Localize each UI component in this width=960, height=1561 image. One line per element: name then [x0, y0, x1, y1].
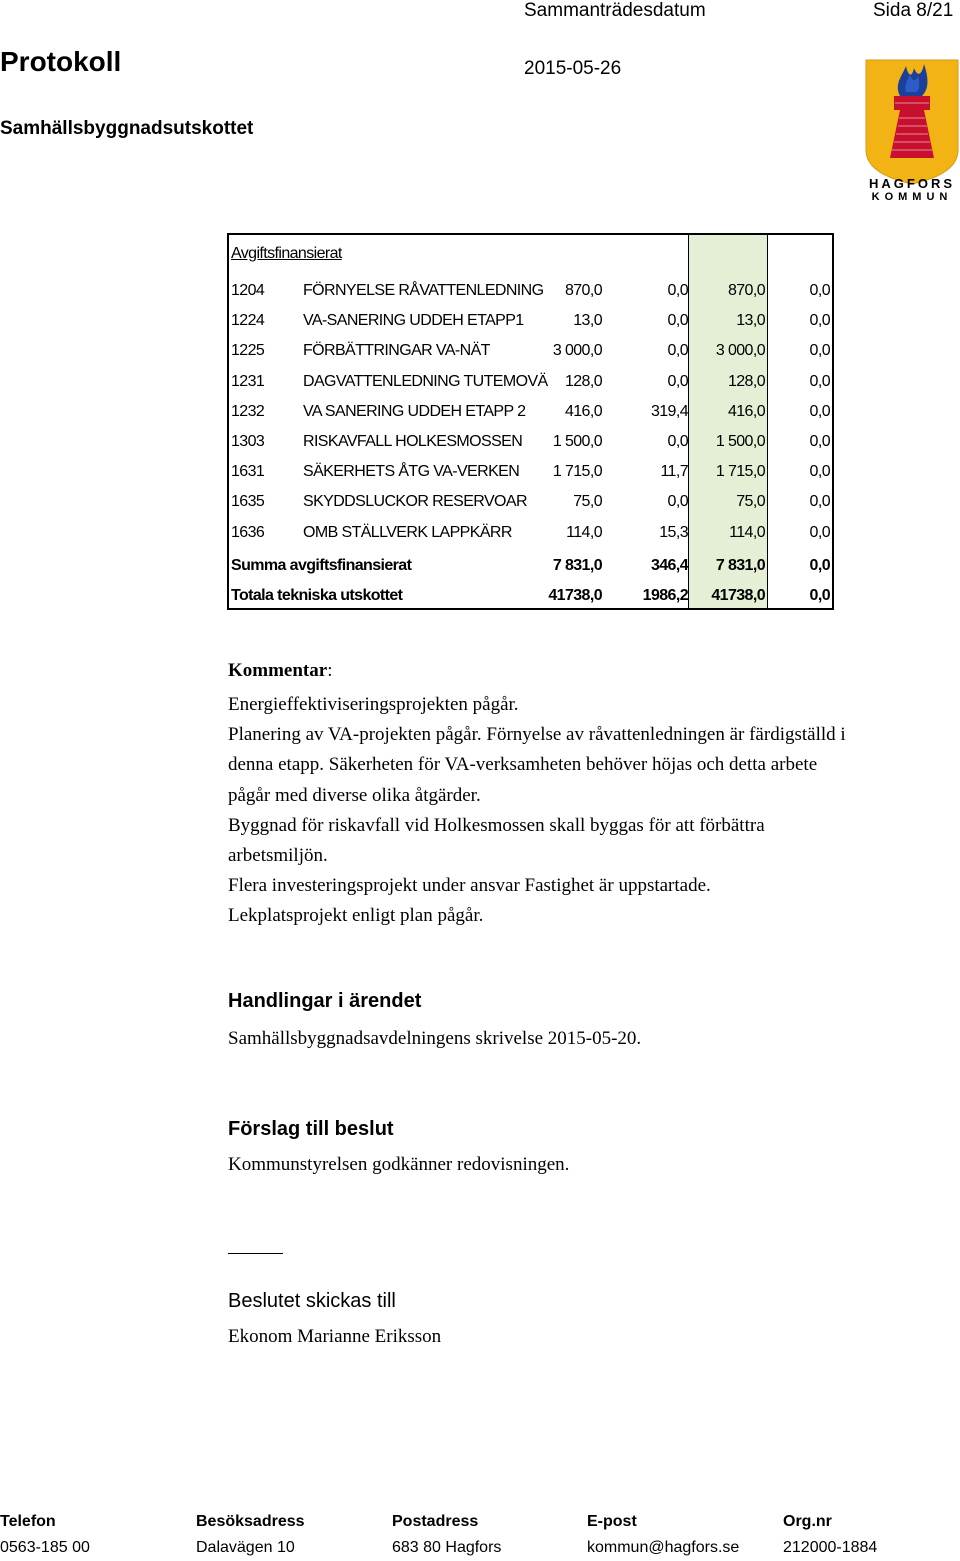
comment-line: Flera investeringsprojekt under ansvar Fastighet är uppstartade.	[228, 875, 711, 897]
table-row	[231, 403, 831, 425]
cell-v2: 11,7	[660, 463, 688, 480]
comment-heading	[228, 660, 332, 682]
meeting-date: 2015-05-26	[524, 58, 622, 79]
cell-v1: 75,0	[573, 493, 602, 510]
footer-post: 683 80 Hagfors	[392, 1539, 502, 1556]
table-row	[231, 282, 831, 304]
cell-v3: 41738,0	[711, 587, 765, 604]
cell-v1: 41738,0	[548, 587, 602, 604]
beslut-recipient: Ekonom Marianne Eriksson	[228, 1326, 442, 1347]
comment-line: Lekplatsprojekt enligt plan pågår.	[228, 905, 484, 927]
cell-v2: 346,4	[650, 557, 688, 574]
cell-v1: 870,0	[564, 282, 602, 299]
cell-v4: 0,0	[809, 587, 830, 604]
cell-v1: 13,0	[573, 312, 602, 329]
table-row	[231, 342, 831, 364]
cell-name: SKYDDSLUCKOR RESERVOAR	[303, 493, 527, 510]
cell-name: VA SANERING UDDEH ETAPP 2	[303, 403, 526, 420]
cell-name: RISKAVFALL HOLKESMOSSEN	[303, 433, 523, 450]
cell-name: SÄKERHETS ÅTG VA-VERKEN	[303, 463, 520, 480]
logo-text-hagfors: HAGFORS	[869, 176, 955, 191]
table-caption: Avgiftsfinansierat	[231, 245, 342, 262]
footer-epost-label: E-post	[587, 1513, 637, 1530]
cell-v4: 0,0	[809, 282, 830, 299]
cell-code: 1635	[231, 493, 265, 510]
cell-name: VA-SANERING UDDEH ETAPP1	[303, 312, 524, 329]
footer-besok: Dalavägen 10	[196, 1539, 295, 1556]
cell-v1: 128,0	[564, 373, 602, 390]
row-label: Totala tekniska utskottet	[231, 587, 403, 604]
cell-v3: 7 831,0	[715, 557, 765, 574]
comment-line: arbetsmiljön.	[228, 845, 328, 867]
cell-v4: 0,0	[809, 463, 830, 480]
cell-v2: 0,0	[667, 493, 688, 510]
cell-v2: 0,0	[667, 433, 688, 450]
comment-line: denna etapp. Säkerheten för VA-verksamheten behöver höjas och detta arbete	[228, 754, 818, 776]
handlingar-heading: Handlingar i ärendet	[228, 990, 422, 1012]
table-row	[231, 433, 831, 455]
table-row	[231, 463, 831, 485]
table-row	[231, 373, 831, 395]
cell-code: 1631	[231, 463, 265, 480]
cell-v1: 1 500,0	[552, 433, 602, 450]
cell-v3: 75,0	[736, 493, 765, 510]
cell-v4: 0,0	[809, 493, 830, 510]
cell-code: 1303	[231, 433, 265, 450]
comment-colon: :	[327, 660, 333, 681]
comment-line: Energieffektiviseringsprojekten pågår.	[228, 694, 519, 715]
cell-v3: 416,0	[727, 403, 765, 420]
footer-orgnr: 212000-1884	[783, 1539, 878, 1556]
divider	[228, 1253, 283, 1254]
table-row	[231, 493, 831, 515]
cell-v2: 0,0	[667, 282, 688, 299]
table-row-summa	[231, 557, 831, 579]
cell-v1: 3 000,0	[552, 342, 602, 359]
comment-line: Planering av VA-projekten pågår. Förnyelse av råvattenledningen är färdigställd i	[228, 724, 846, 746]
cell-v3: 114,0	[729, 524, 765, 541]
table-row	[231, 524, 831, 546]
cell-v3: 1 500,0	[715, 433, 765, 450]
cell-v2: 0,0	[667, 373, 688, 390]
cell-v3: 128,0	[727, 373, 765, 390]
meeting-date-label: Sammanträdesdatum	[524, 0, 706, 21]
footer-orgnr-label: Org.nr	[783, 1513, 832, 1530]
cell-v1: 114,0	[566, 524, 602, 541]
table-row	[231, 312, 831, 334]
footer-besok-label: Besöksadress	[196, 1513, 305, 1530]
cell-v3: 870,0	[727, 282, 765, 299]
cell-v2: 1986,2	[642, 587, 688, 604]
page-number: Sida 8/21	[873, 0, 954, 21]
footer-telefon: 0563-185 00	[0, 1539, 90, 1556]
cell-v2: 319,4	[650, 403, 688, 420]
cell-v4: 0,0	[809, 403, 830, 420]
cell-code: 1231	[231, 373, 265, 390]
table-row-totala	[231, 587, 831, 609]
cell-v4: 0,0	[809, 373, 830, 390]
cell-v4: 0,0	[809, 433, 830, 450]
footer-epost-link[interactable]: kommun@hagfors.se	[587, 1539, 740, 1556]
comment-label: Kommentar	[228, 660, 328, 681]
organisation-name: Samhällsbyggnadsutskottet	[0, 118, 254, 139]
cell-v3: 3 000,0	[715, 342, 765, 359]
cell-v4: 0,0	[809, 524, 830, 541]
cell-name: DAGVATTENLEDNING TUTEMOVÄ	[303, 373, 548, 390]
cell-name: FÖRBÄTTRINGAR VA-NÄT	[303, 342, 490, 359]
cell-v3: 1 715,0	[715, 463, 765, 480]
footer-telefon-label: Telefon	[0, 1513, 56, 1530]
cell-code: 1224	[231, 312, 265, 329]
cell-v2: 0,0	[667, 312, 688, 329]
comment-text	[228, 690, 958, 932]
cell-v1: 7 831,0	[552, 557, 602, 574]
cell-v3: 13,0	[736, 312, 765, 329]
cell-v4: 0,0	[809, 312, 830, 329]
cell-v4: 0,0	[809, 557, 830, 574]
hagfors-kommun-logo	[864, 58, 960, 208]
document-title: Protokoll	[0, 46, 122, 77]
cell-code: 1225	[231, 342, 265, 359]
cell-v1: 1 715,0	[552, 463, 602, 480]
beslut-heading: Beslutet skickas till	[228, 1290, 396, 1312]
cell-v2: 15,3	[659, 524, 688, 541]
comment-line: pågår med diverse olika åtgärder.	[228, 784, 481, 806]
forslag-heading: Förslag till beslut	[228, 1118, 394, 1140]
forslag-text: Kommunstyrelsen godkänner redovisningen.	[228, 1154, 570, 1175]
cell-code: 1204	[231, 282, 265, 299]
cell-code: 1232	[231, 403, 265, 420]
cell-code: 1636	[231, 524, 265, 541]
cell-name: FÖRNYELSE RÅVATTENLEDNING	[303, 282, 544, 299]
handlingar-text: Samhällsbyggnadsavdelningens skrivelse 2015-05-20.	[228, 1028, 642, 1049]
cell-v2: 0,0	[667, 342, 688, 359]
logo-text-kommun: KOMMUN	[871, 191, 953, 203]
cell-v4: 0,0	[809, 342, 830, 359]
cell-name: OMB STÄLLVERK LAPPKÄRR	[303, 524, 512, 541]
row-label: Summa avgiftsfinansierat	[231, 557, 412, 574]
comment-line: Byggnad för riskavfall vid Holkesmossen skall byggas för att förbättra	[228, 814, 765, 836]
cell-v1: 416,0	[564, 403, 602, 420]
footer-post-label: Postadress	[392, 1513, 479, 1530]
